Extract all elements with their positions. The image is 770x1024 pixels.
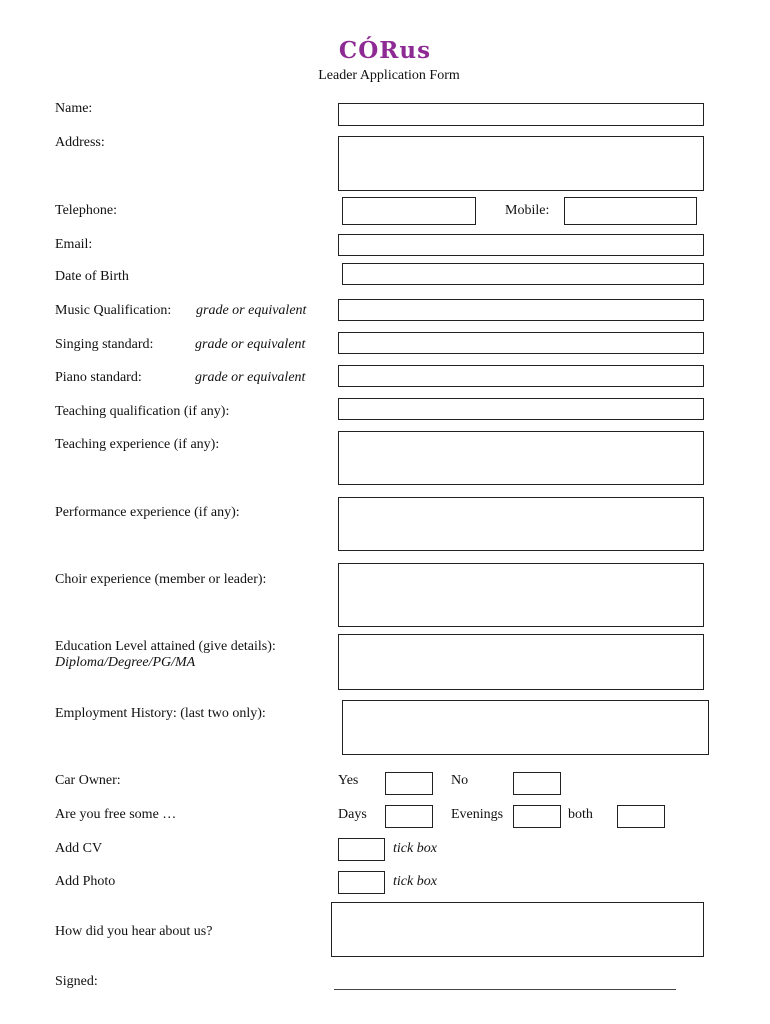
hear-about-label: How did you hear about us? (55, 924, 213, 939)
teaching-qualification-field[interactable] (338, 398, 704, 420)
corus-logo: CÓRus (338, 37, 432, 64)
car-owner-no-checkbox[interactable] (513, 772, 561, 795)
teaching-qualification-label: Teaching qualification (if any): (55, 404, 230, 419)
evenings-checkbox[interactable] (513, 805, 561, 828)
teaching-experience-label: Teaching experience (if any): (55, 437, 220, 452)
choir-experience-field[interactable] (338, 563, 704, 627)
singing-standard-field[interactable] (338, 332, 704, 354)
music-qualification-label: Music Qualification: (55, 303, 172, 318)
email-field[interactable] (338, 234, 704, 256)
address-field[interactable] (338, 136, 704, 191)
education-level-label: Education Level attained (give details): (55, 639, 276, 654)
employment-history-field[interactable] (342, 700, 709, 755)
signed-label: Signed: (55, 974, 98, 989)
add-photo-checkbox[interactable] (338, 871, 385, 894)
name-field[interactable] (338, 103, 704, 126)
music-qualification-field[interactable] (338, 299, 704, 321)
days-label: Days (338, 807, 367, 822)
signature-line[interactable] (334, 989, 676, 990)
name-label: Name: (55, 101, 93, 116)
dob-label: Date of Birth (55, 269, 129, 284)
performance-experience-field[interactable] (338, 497, 704, 551)
days-checkbox[interactable] (385, 805, 433, 828)
both-label: both (568, 807, 593, 822)
singing-standard-label: Singing standard: (55, 337, 154, 352)
education-level-field[interactable] (338, 634, 704, 690)
music-qualification-hint: grade or equivalent (196, 303, 307, 318)
performance-experience-label: Performance experience (if any): (55, 505, 240, 520)
piano-standard-hint: grade or equivalent (195, 370, 306, 385)
education-level-hint: Diploma/Degree/PG/MA (55, 655, 196, 670)
piano-standard-label: Piano standard: (55, 370, 142, 385)
form-title: Leader Application Form (318, 68, 460, 83)
teaching-experience-field[interactable] (338, 431, 704, 485)
mobile-label: Mobile: (505, 203, 550, 218)
hear-about-field[interactable] (331, 902, 704, 957)
add-cv-label: Add CV (55, 841, 103, 856)
add-photo-hint: tick box (393, 874, 437, 889)
piano-standard-field[interactable] (338, 365, 704, 387)
mobile-field[interactable] (564, 197, 697, 225)
email-label: Email: (55, 237, 93, 252)
dob-field[interactable] (342, 263, 704, 285)
car-owner-yes-checkbox[interactable] (385, 772, 433, 795)
add-cv-hint: tick box (393, 841, 437, 856)
no-label: No (451, 773, 469, 788)
address-label: Address: (55, 135, 105, 150)
car-owner-label: Car Owner: (55, 773, 121, 788)
both-checkbox[interactable] (617, 805, 665, 828)
telephone-field[interactable] (342, 197, 476, 225)
evenings-label: Evenings (451, 807, 504, 822)
yes-label: Yes (338, 773, 359, 788)
add-cv-checkbox[interactable] (338, 838, 385, 861)
singing-standard-hint: grade or equivalent (195, 337, 306, 352)
availability-label: Are you free some … (55, 807, 177, 822)
employment-history-label: Employment History: (last two only): (55, 706, 266, 721)
add-photo-label: Add Photo (55, 874, 116, 889)
telephone-label: Telephone: (55, 203, 117, 218)
choir-experience-label: Choir experience (member or leader): (55, 572, 267, 587)
